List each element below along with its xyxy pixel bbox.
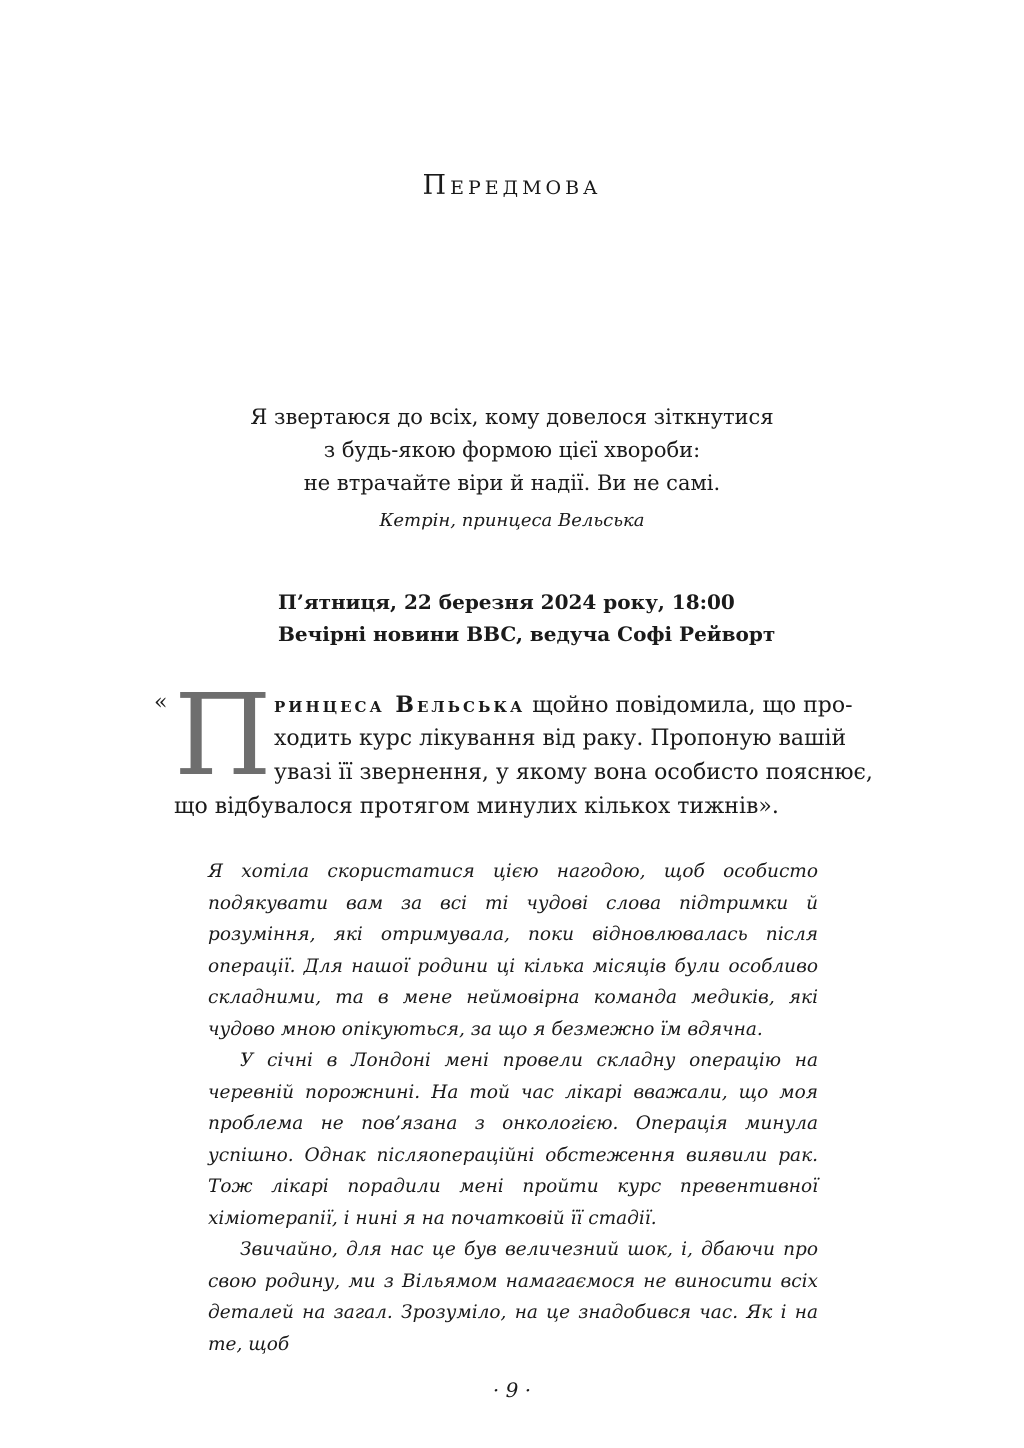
epigraph [212,401,812,536]
intro-line [274,689,853,722]
epigraph-attribution: Кетрін, принцеса Вельська [379,510,645,531]
statement-paragraph: Звичайно, для нас це був величезний шок, і, дбаючи про свою родину, ми з Вільямом намагаємося не виносити всіх деталей на загал. Зрозуміло, на це знадобився час. Як і на те, щоб [208,1239,818,1355]
page-number: · 9 · [492,1378,532,1402]
broadcast-header [278,586,878,650]
open-quote: « [154,690,168,715]
intro-line-text: щойно повідомила, що про- [525,693,853,718]
statement-body [208,856,818,1360]
chapter-title: Передмова [422,170,602,201]
statement-paragraph: Я хотіла скористатися цією нагодою, щоб особисто подякувати вам за всі ті чудові слова підтримки й розуміння, які отримувала, поки відновлювалась після операції. Для нашої родини ці кілька місяців були особливо складними, та в мене неймовірна команда медиків, які чудово мною опікуються, за що я безмежно їм вдячна. [208,861,818,1040]
lead-caps: ринцеса Вельська [274,692,526,718]
intro-paragraph [154,671,873,831]
epigraph-line: з будь-якою формою цієї хвороби: [323,438,701,462]
broadcast-date: П’ятниця, 22 березня 2024 року, 18:00 [278,590,735,614]
intro-line: що відбувалося протягом минулих кількох тижнів». [174,794,779,819]
intro-line: ходить курс лікування від раку. Пропоную вашій [274,726,847,751]
intro-line: увазі її звернення, у якому вона особисто пояснює, [274,760,873,785]
broadcast-source: Вечірні новини BBC, ведуча Софі Рейворт [278,622,776,646]
epigraph-line: не втрачайте віри й надії. Ви не самі. [303,471,721,495]
epigraph-line: Я звертаюся до всіх, кому довелося зіткнутися [250,405,774,429]
statement-paragraph: У січні в Лондоні мені провели складну операцію на черевній порожнині. На той час лікарі вважали, що моя проблема не пов’язана з онкологією. Операція минула успішно. Однак післяопераційні обстеження виявили рак. Тож лікарі порадили мені пройти курс превентивної хіміотерапії, і нині я на початковій її стадії. [208,1050,818,1229]
drop-cap: П [174,671,272,801]
